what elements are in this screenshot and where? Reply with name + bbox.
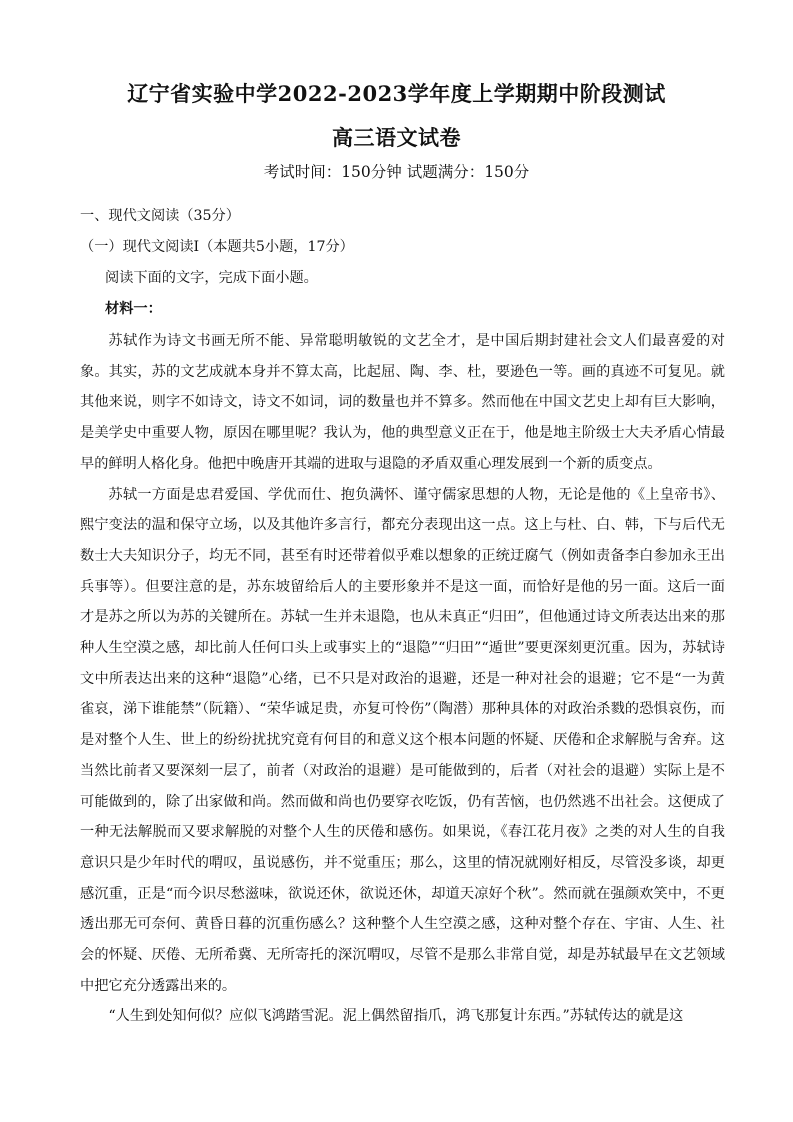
instruction-text: 阅读下面的文字，完成下面小题。 — [105, 270, 318, 286]
exam-title: 辽宁省实验中学2022-2023学年度上学期期中阶段测试 — [127, 81, 666, 106]
paragraph: 苏轼作为诗文书画无所不能、异常聪明敏锐的文艺全才，是中国后期封建社会文人们最喜爱的对象。其实，苏的文艺成就本身并不算太高，比起屈、陶、李、杜，要逊色一等。画的真迹不可复见。就其他来说，则字不如诗文，诗文不如词，词的数量也并不算多。然而他在中国文艺史上却有巨大影响，是美学史中重要人物，原因在哪里呢？我认为，他的典型意义正在于，他是地主阶级士大夫矛盾心情最早的鲜明人格化身。他把中晚唐开其端的进取与退隐的矛盾双重心理发展到一个新的质变点。 — [80, 333, 725, 472]
material-label: 材料一： — [105, 301, 162, 317]
paper-title: 高三语文试卷 — [332, 125, 461, 150]
material-body — [80, 326, 725, 1032]
paragraph: 苏轼一方面是忠君爱国、学优而仕、抱负满怀、谨守儒家思想的人物，无论是他的《上皇帝书》、熙宁变法的温和保守立场，以及其他许多言行，都充分表现出这一点。这上与杜、白、韩，下与后代无数士大夫知识分子，均无不同，甚至有时还带着似乎难以想象的正统迂腐气（例如责备李白参加永王出兵事等）。但要注意的是，苏东坡留给后人的主要形象并不是这一面，而恰好是他的另一面。这后一面才是苏之所以为苏的关键所在。苏轼一生并未退隐，也从未真正“归田”，但他通过诗文所表达出来的那种人生空漠之感，却比前人任何口头上或事实上的“退隐”“归田”“遁世”要更深刻更沉重。因为，苏轼诗文中所表达出来的这种“退隐”心绪，已不只是对政治的退避，还是一种对社会的退避；它不是“一为黄雀哀，涕下谁能禁”（阮籍）、“荣华诚足贵，亦复可怜伤”（陶潜）那种具体的对政治杀戮的恐惧哀伤，而是对整个人生、世上的纷纷扰扰究竟有何目的和意义这个根本问题的怀疑、厌倦和企求解脱与舍弃。这当然比前者又要深刻一层了，前者（对政治的退避）是可能做到的，后者（对社会的退避）实际上是不可能做到的，除了出家做和尚。然而做和尚也仍要穿衣吃饭，仍有苦恼，也仍然逃不出社会。这便成了一种无法解脱而又要求解脱的对整个人生的厌倦和感伤。如果说，《春江花月夜》之类的对人生的自我意识只是少年时代的喟叹，虽说感伤，并不觉重压；那么，这里的情况就刚好相反，尽管没多谈，却更感沉重，正是“而今识尽愁滋味，欲说还休，欲说还休，却道天凉好个秋”。然而就在强颜欢笑中，不更透出那无可奈何、黄昏日暮的沉重伤感么？这种整个人生空漠之感，这种对整个存在、宇宙、人生、社会的怀疑、厌倦、无所希冀、无所寄托的深沉喟叹，尽管不是那么非常自觉，却是苏轼最早在文艺领域中把它充分透露出来的。 — [80, 486, 725, 994]
exam-info: 考试时间：150分钟 试题满分：150分 — [263, 163, 530, 181]
paragraph: “人生到处知何似？应似飞鸿踏雪泥。泥上偶然留指爪，鸿飞那复计东西。”苏轼传达的就是这 — [108, 1008, 684, 1025]
subsection-heading: （一）现代文阅读Ⅰ（本题共5小题，17分） — [80, 239, 354, 255]
section-heading: 一、现代文阅读（35分） — [80, 208, 240, 224]
